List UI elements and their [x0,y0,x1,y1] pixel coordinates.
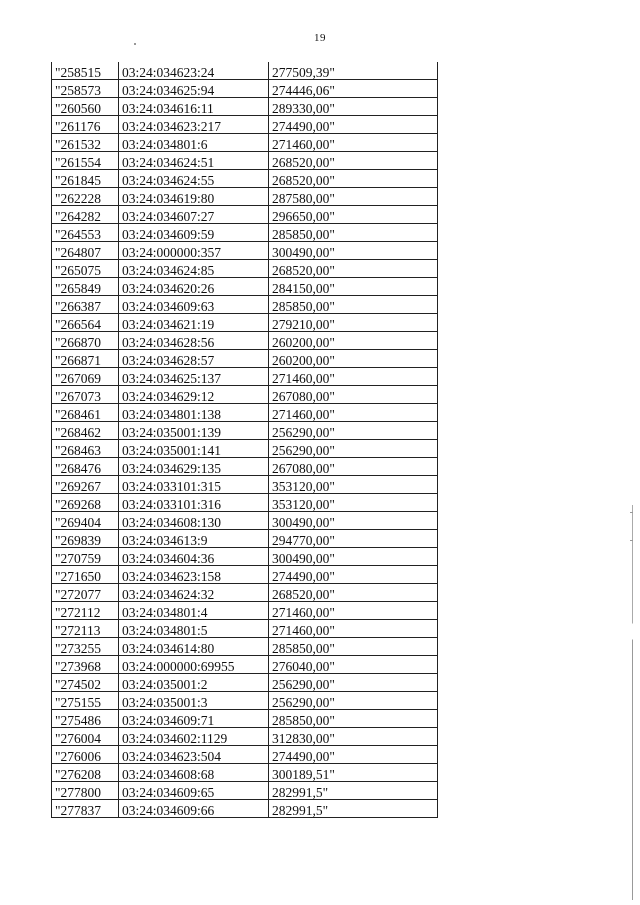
property-value-table [51,62,438,818]
cell-record-number: "272112 [52,602,119,620]
cell-cadastral-number: 03:24:034623:504 [119,746,269,764]
cell-record-number: "261176 [52,116,119,134]
cell-cadastral-number: 03:24:034624:51 [119,152,269,170]
cell-record-number: "266870 [52,332,119,350]
cell-record-number: "258573 [52,80,119,98]
table-row [52,314,438,332]
table-row [52,188,438,206]
table-row [52,620,438,638]
cell-cadastral-value: 353120,00" [269,476,438,494]
cell-cadastral-value: 300490,00" [269,512,438,530]
table-row [52,782,438,800]
cell-cadastral-value: 279210,00" [269,314,438,332]
cell-cadastral-value: 285850,00" [269,710,438,728]
cell-cadastral-value: 267080,00" [269,458,438,476]
table-row [52,170,438,188]
cell-record-number: "269267 [52,476,119,494]
table-row [52,476,438,494]
cell-record-number: "269268 [52,494,119,512]
table-row [52,134,438,152]
cell-cadastral-value: 284150,00" [269,278,438,296]
cell-cadastral-number: 03:24:035001:3 [119,692,269,710]
cell-cadastral-number: 03:24:034623:217 [119,116,269,134]
table-row [52,458,438,476]
cell-cadastral-number: 03:24:034801:5 [119,620,269,638]
cell-record-number: "269404 [52,512,119,530]
cell-cadastral-number: 03:24:034623:24 [119,62,269,80]
cell-record-number: "265849 [52,278,119,296]
cell-cadastral-value: 271460,00" [269,368,438,386]
table-row [52,638,438,656]
cell-cadastral-value: 271460,00" [269,602,438,620]
cell-cadastral-value: 271460,00" [269,404,438,422]
cell-record-number: "272077 [52,584,119,602]
cell-record-number: "261532 [52,134,119,152]
cell-record-number: "275155 [52,692,119,710]
cell-cadastral-value: 289330,00" [269,98,438,116]
table-row [52,368,438,386]
scan-speck [134,43,136,45]
cell-cadastral-number: 03:24:000000:69955 [119,656,269,674]
cell-cadastral-value: 268520,00" [269,260,438,278]
cell-cadastral-number: 03:24:034625:137 [119,368,269,386]
cell-cadastral-value: 256290,00" [269,674,438,692]
cell-cadastral-number: 03:24:034623:158 [119,566,269,584]
cell-cadastral-value: 282991,5" [269,782,438,800]
table-row [52,260,438,278]
cell-cadastral-number: 03:24:034616:11 [119,98,269,116]
cell-cadastral-number: 03:24:034609:66 [119,800,269,818]
cell-record-number: "276004 [52,728,119,746]
cell-record-number: "270759 [52,548,119,566]
cell-cadastral-value: 274446,06" [269,80,438,98]
page-number: 19 [314,32,326,44]
cell-cadastral-value: 282991,5" [269,800,438,818]
cell-cadastral-number: 03:24:034609:59 [119,224,269,242]
cell-record-number: "268463 [52,440,119,458]
cell-record-number: "271650 [52,566,119,584]
cell-cadastral-value: 267080,00" [269,386,438,404]
cell-cadastral-value: 268520,00" [269,170,438,188]
cell-cadastral-value: 296650,00" [269,206,438,224]
table-row [52,386,438,404]
table-row [52,656,438,674]
cell-cadastral-value: 274490,00" [269,116,438,134]
cell-record-number: "261845 [52,170,119,188]
table-row [52,332,438,350]
cell-cadastral-value: 260200,00" [269,332,438,350]
cell-cadastral-number: 03:24:034609:63 [119,296,269,314]
cell-record-number: "264807 [52,242,119,260]
cell-cadastral-value: 285850,00" [269,296,438,314]
cell-cadastral-number: 03:24:034614:80 [119,638,269,656]
cell-record-number: "261554 [52,152,119,170]
table-row [52,206,438,224]
table-row [52,62,438,80]
cell-cadastral-number: 03:24:034628:57 [119,350,269,368]
cell-record-number: "272113 [52,620,119,638]
cell-cadastral-number: 03:24:034628:56 [119,332,269,350]
cell-record-number: "268462 [52,422,119,440]
cell-cadastral-value: 271460,00" [269,620,438,638]
table-row [52,692,438,710]
cell-cadastral-number: 03:24:034613:9 [119,530,269,548]
cell-cadastral-value: 276040,00" [269,656,438,674]
cell-record-number: "258515 [52,62,119,80]
cell-cadastral-value: 300189,51" [269,764,438,782]
cell-cadastral-number: 03:24:034625:94 [119,80,269,98]
cell-record-number: "260560 [52,98,119,116]
table-row [52,728,438,746]
cell-cadastral-number: 03:24:034609:65 [119,782,269,800]
table-row [52,800,438,818]
cell-record-number: "262228 [52,188,119,206]
cell-record-number: "269839 [52,530,119,548]
table-row [52,422,438,440]
table-row [52,404,438,422]
cell-cadastral-value: 312830,00" [269,728,438,746]
cell-record-number: "273968 [52,656,119,674]
table-body [52,62,438,818]
cell-record-number: "266387 [52,296,119,314]
table-row [52,764,438,782]
cell-cadastral-value: 294770,00" [269,530,438,548]
scan-margin-line [632,505,633,900]
cell-cadastral-value: 300490,00" [269,548,438,566]
scan-margin-tick [630,540,633,541]
cell-cadastral-value: 300490,00" [269,242,438,260]
table-row [52,440,438,458]
cell-cadastral-number: 03:24:035001:141 [119,440,269,458]
cell-cadastral-number: 03:24:034624:55 [119,170,269,188]
cell-record-number: "268461 [52,404,119,422]
table-row [52,584,438,602]
cell-cadastral-value: 285850,00" [269,638,438,656]
cell-cadastral-number: 03:24:034801:138 [119,404,269,422]
table-row [52,278,438,296]
cell-cadastral-value: 277509,39" [269,62,438,80]
cell-cadastral-number: 03:24:033101:315 [119,476,269,494]
cell-cadastral-value: 260200,00" [269,350,438,368]
cell-record-number: "266564 [52,314,119,332]
cell-cadastral-number: 03:24:035001:2 [119,674,269,692]
cell-cadastral-number: 03:24:034609:71 [119,710,269,728]
cell-cadastral-number: 03:24:034607:27 [119,206,269,224]
cell-cadastral-number: 03:24:034629:12 [119,386,269,404]
cell-record-number: "264553 [52,224,119,242]
cell-record-number: "274502 [52,674,119,692]
cell-cadastral-number: 03:24:034621:19 [119,314,269,332]
cell-record-number: "277800 [52,782,119,800]
cell-cadastral-value: 268520,00" [269,584,438,602]
table-row [52,746,438,764]
cell-record-number: "264282 [52,206,119,224]
cell-cadastral-number: 03:24:033101:316 [119,494,269,512]
cell-cadastral-number: 03:24:035001:139 [119,422,269,440]
table-row [52,530,438,548]
table-row [52,350,438,368]
cell-record-number: "276208 [52,764,119,782]
cell-cadastral-value: 268520,00" [269,152,438,170]
cell-record-number: "265075 [52,260,119,278]
table-row [52,512,438,530]
cell-cadastral-number: 03:24:034602:1129 [119,728,269,746]
cell-record-number: "275486 [52,710,119,728]
table-row [52,98,438,116]
cell-record-number: "267069 [52,368,119,386]
cell-cadastral-number: 03:24:034608:68 [119,764,269,782]
cell-cadastral-number: 03:24:034624:32 [119,584,269,602]
cell-cadastral-number: 03:24:034624:85 [119,260,269,278]
cell-cadastral-value: 256290,00" [269,422,438,440]
cell-record-number: "276006 [52,746,119,764]
table-row [52,80,438,98]
table-row [52,674,438,692]
cell-cadastral-value: 256290,00" [269,692,438,710]
cell-cadastral-value: 274490,00" [269,746,438,764]
cell-cadastral-number: 03:24:034801:6 [119,134,269,152]
table-row [52,548,438,566]
cell-cadastral-value: 271460,00" [269,134,438,152]
cell-cadastral-number: 03:24:034620:26 [119,278,269,296]
cell-record-number: "266871 [52,350,119,368]
cell-cadastral-value: 274490,00" [269,566,438,584]
cell-cadastral-number: 03:24:034604:36 [119,548,269,566]
cell-cadastral-value: 256290,00" [269,440,438,458]
table-row [52,296,438,314]
cell-cadastral-value: 353120,00" [269,494,438,512]
table-row [52,242,438,260]
table-row [52,224,438,242]
cell-cadastral-value: 285850,00" [269,224,438,242]
cell-cadastral-number: 03:24:034619:80 [119,188,269,206]
cell-cadastral-number: 03:24:034608:130 [119,512,269,530]
cell-record-number: "273255 [52,638,119,656]
table-row [52,116,438,134]
table-row [52,152,438,170]
table-row [52,602,438,620]
table-row [52,494,438,512]
cell-cadastral-value: 287580,00" [269,188,438,206]
scan-margin-tick [630,512,633,513]
cell-cadastral-number: 03:24:034801:4 [119,602,269,620]
cell-cadastral-number: 03:24:000000:357 [119,242,269,260]
cell-record-number: "267073 [52,386,119,404]
cell-cadastral-number: 03:24:034629:135 [119,458,269,476]
cell-record-number: "277837 [52,800,119,818]
cell-record-number: "268476 [52,458,119,476]
table-row [52,566,438,584]
table-row [52,710,438,728]
